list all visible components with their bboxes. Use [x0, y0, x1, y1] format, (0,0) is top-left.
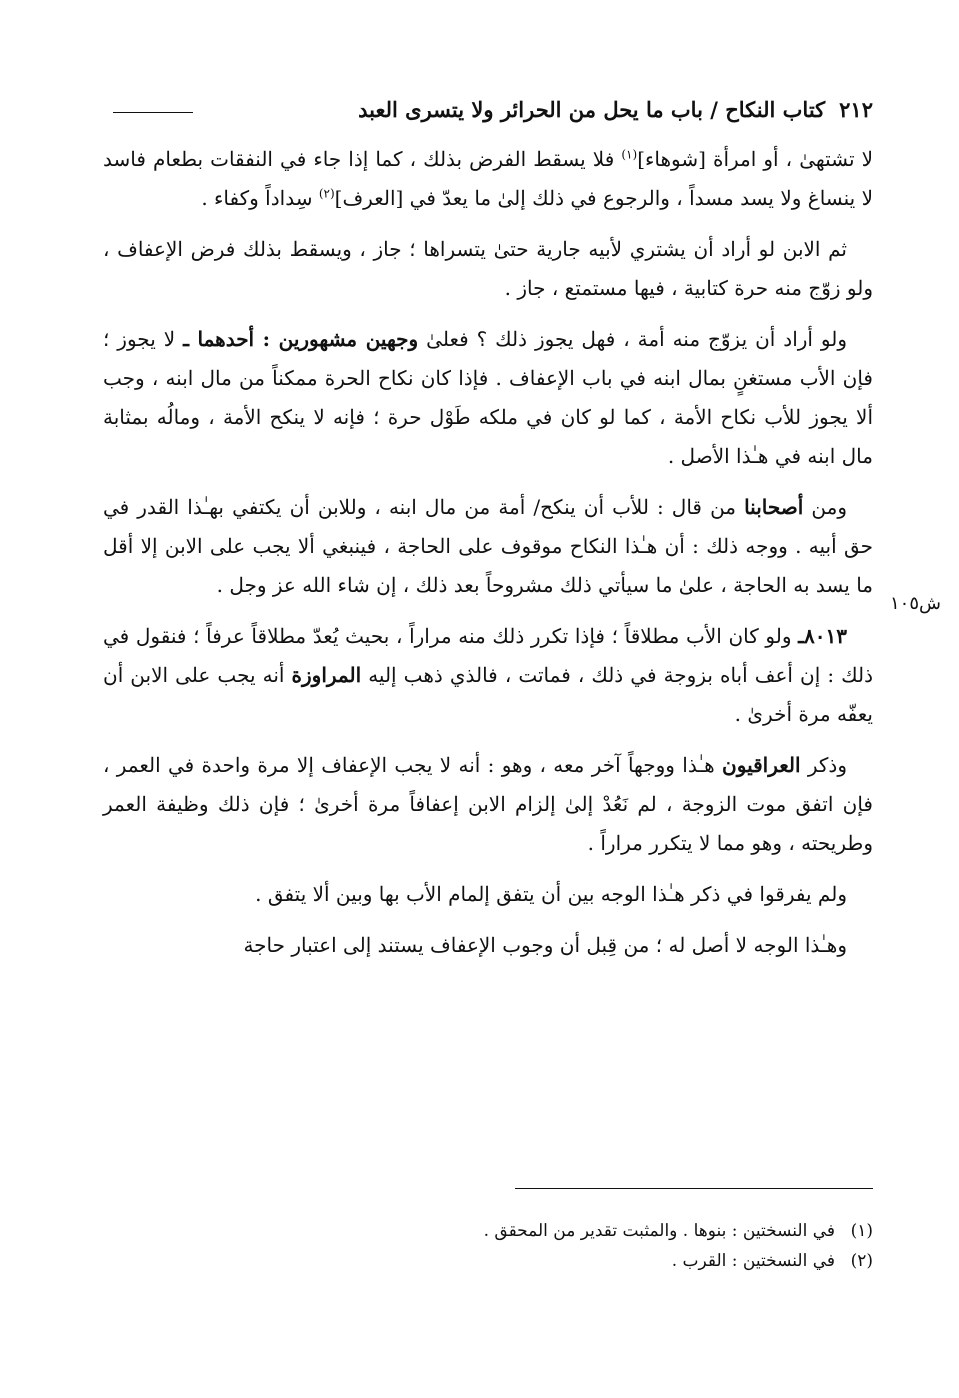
paragraph: [103, 320, 873, 476]
text-run: ومن: [803, 495, 847, 519]
text-run: هـٰذا ووجهاً آخر معه ، وهو : أنه لا يجب الإعفاف إلا مرة واحدة في العمر ، فإن اتفق موت الزوجة ، لم نَعُدْ إلىٰ إلزام الابن إعفافاً مرة أخرىٰ ؛ فإن ذلك وظيفة العمر وطريحته ، وهو مما لا يتكرر مراراً .: [103, 753, 873, 855]
text-run: وذكر: [800, 753, 847, 777]
footnote-separator: [515, 1188, 873, 1189]
text-run: ولو كان الأب مطلاقاً ؛ فإذا تكرر ذلك منه مراراً ، بحيث يُعدّ مطلاقاً عرفاً ؛ فنقول في ذلك : إن أعف أباه بزوجة في ذلك ، فماتت ، فالذي ذهب إليه: [103, 624, 873, 687]
footnote-number: (١): [850, 1221, 873, 1241]
running-header: [103, 92, 873, 126]
footnote-marker: (١): [621, 147, 638, 162]
text-run: وهـٰذا الوجه لا أصل له ؛ من قِبل أن وجوب الإعفاف يستند إلى اعتبار حاجة: [243, 933, 847, 957]
manuscript-margin-reference: ش١٠٥: [890, 593, 941, 614]
header-rule: [113, 112, 193, 113]
bold-term: المراوزة: [291, 663, 362, 687]
text-run: أنه يجب على الابن أن يعفّه مرة أخرىٰ .: [103, 663, 873, 726]
footnote-marker: (٢): [318, 186, 335, 201]
bold-term: ٨٠١٣ـ: [798, 624, 847, 648]
bold-term: وجهين مشهورين : أحدهما ـ: [183, 327, 419, 351]
page-number: ٢١٢: [839, 96, 873, 122]
footnote: [400, 1246, 873, 1276]
chapter-title: كتاب النكاح / باب ما يحل من الحرائر ولا يتسرى العبد: [358, 96, 826, 122]
paragraph: [103, 230, 873, 308]
text-run: ولم يفرقوا في ذكر هـٰذا الوجه بين أن يتفق إلمام الأب بها وبين ألا يتفق .: [255, 882, 847, 906]
text-run: من قال : للأب أن ينكح/ أمة من مال ابنه ، وللابن أن يكتفي بهـٰذا القدر في حق أبيه . ووجه ذلك : أن هـٰذا النكاح موقوف على الحاجة ، فينبغي ألا يجب على الابن إلا أقل ما يسد به الحاجة ، علىٰ ما سيأتي ذلك مشروحاً بعد ذلك ، إن شاء الله عز وجل .: [103, 495, 873, 597]
paragraph: [103, 875, 873, 914]
paragraph: [103, 140, 873, 218]
paragraph: [103, 746, 873, 863]
footnote-text: في النسختين : القرب .: [671, 1251, 835, 1271]
paragraph: [103, 488, 873, 605]
bold-term: العراقيون: [722, 753, 801, 777]
text-run: فلا يسقط الفرض بذلك ، كما إذا جاء في النفقات بطعام فاسد لا ينساغ ولا يسد مسداً ، والرجوع في ذلك إلىٰ ما يعدّ في [العرف]: [103, 147, 873, 210]
text-run: ثم الابن لو أراد أن يشتري لأبيه جارية حتىٰ يتسراها ؛ جاز ، ويسقط بذلك فرض الإعفاف ، ولو زوّج منه حرة كتابية ، فيها مستمتع ، جاز .: [103, 237, 873, 300]
text-run: سِداداً وكفاء .: [201, 186, 319, 210]
paragraph: [103, 926, 873, 965]
text-run: ولو أراد أن يزوّج منه أمة ، فهل يجوز ذلك ؟ فعلىٰ: [418, 327, 847, 351]
footnote-text: في النسختين : بنوها . والمثبت تقدير من المحقق .: [483, 1221, 835, 1241]
footnote-number: (٢): [850, 1251, 873, 1271]
footnote: [400, 1216, 873, 1246]
bold-term: أصحابنا: [744, 495, 804, 519]
paragraph: [103, 617, 873, 734]
main-text: [103, 140, 873, 977]
footnotes: [400, 1216, 873, 1276]
text-run: لا تشتهىٰ ، أو امرأة [شوهاء]: [637, 147, 873, 171]
text-run: لا يجوز ؛ فإن الأب مستغنٍ بمال ابنه في باب الإعفاف . فإذا كان نكاح الحرة ممكناً من مال ابنه ، وجب ألا يجوز للأب نكاح الأمة ، كما لو كان في ملكه طَوْل حرة ؛ فإنه لا ينكح الأمة ، ومالُه بمثابة مال ابنه في هـٰذا الأصل .: [103, 327, 873, 468]
